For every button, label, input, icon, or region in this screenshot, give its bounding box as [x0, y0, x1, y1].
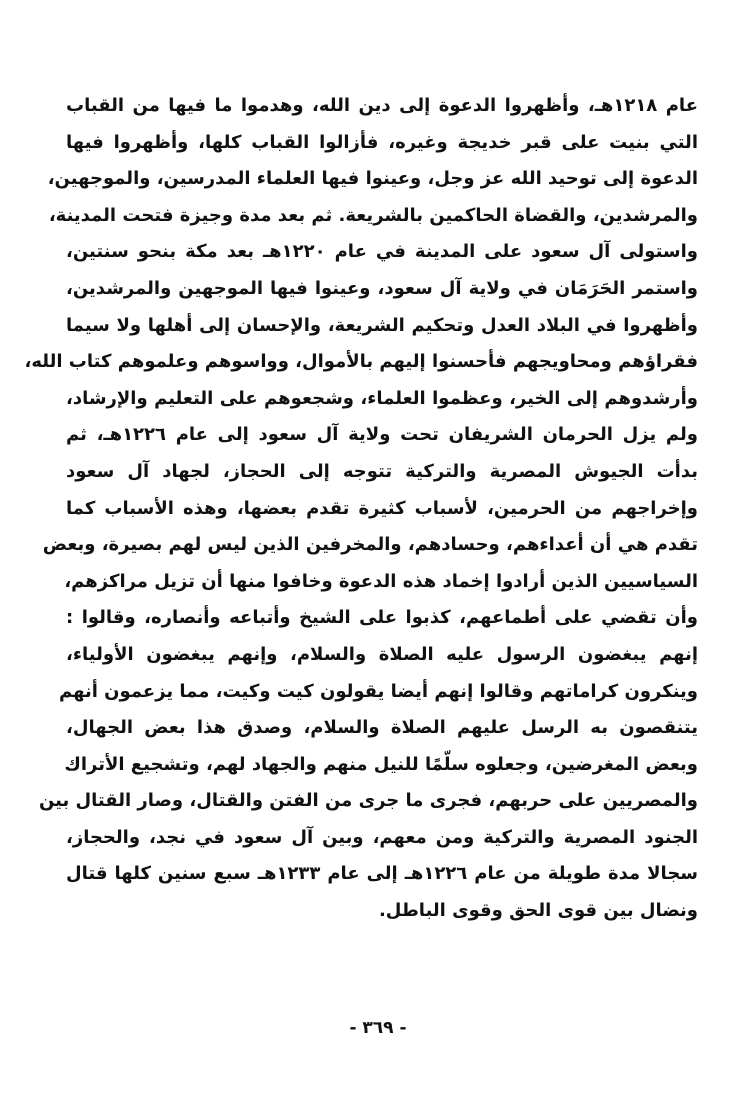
text-line: سجالا مدة طويلة من عام ١٢٢٦هـ إلى عام ١٢٣٣هـ سبع سنين كلها قتال	[66, 863, 698, 885]
text-line: وأرشدوهم إلى الخير، وعظموا العلماء، وشجعوهم على التعليم والإرشاد،	[66, 387, 698, 409]
text-line: ولم يزل الحرمان الشريفان تحت ولاية آل سعود إلى عام ١٢٢٦هـ، ثم	[66, 424, 698, 446]
text-line: وينكرون كراماتهم وقالوا إنهم أيضا يقولون كيت وكيت، مما يزعمون أنهم	[58, 680, 698, 702]
text-line: واستمر الحَرَمَان في ولاية آل سعود، وعينوا فيها الموجهين والمرشدين،	[66, 277, 698, 299]
body-text	[24, 88, 698, 930]
text-line: وإخراجهم من الحرمين، لأسباب كثيرة تقدم بعضها، وهذه الأسباب كما	[66, 497, 698, 519]
text-line: عام ١٢١٨هـ، وأظهروا الدعوة إلى دين الله، وهدموا ما فيها من القباب	[66, 95, 698, 116]
text-line: والمصريين على حربهم، فجرى ما جرى من الفتن والقتال، وصار القتال بين	[38, 790, 698, 812]
text-line: الجنود المصرية والتركية ومن معهم، وبين آل سعود في نجد، والحجاز،	[66, 826, 698, 848]
text-line: التي بنيت على قبر خديجة وغيره، فأزالوا القباب كلها، وأظهروا فيها	[66, 131, 698, 153]
text-line: وأظهروا في البلاد العدل وتحكيم الشريعة، والإحسان إلى أهلها ولا سيما	[66, 314, 698, 336]
text-line: واستولى آل سعود على المدينة في عام ١٢٢٠هـ بعد مكة بنحو سنتين،	[66, 241, 698, 263]
text-line: الدعوة إلى توحيد الله عز وجل، وعينوا فيها العلماء المدرسين، والموجهين،	[47, 168, 698, 190]
text-line: يتنقصون به الرسل عليهم الصلاة والسلام، وصدق هذا بعض الجهال،	[66, 717, 698, 739]
text-line: والمرشدين، والقضاة الحاكمين بالشريعة. ثم بعد مدة وجيزة فتحت المدينة،	[48, 204, 698, 226]
text-line: بدأت الجيوش المصرية والتركية تتوجه إلى الحجاز، لجهاد آل سعود	[66, 460, 698, 482]
page-number: - ٣٦٩ -	[349, 1018, 407, 1038]
text-line: تقدم هي أن أعداءهم، وحسادهم، والمخرفين الذين ليس لهم بصيرة، وبعض	[42, 534, 698, 556]
text-line: وبعض المغرضين، وجعلوه سلّمًا للنيل منهم والجهاد لهم، وتشجيع الأتراك	[64, 753, 698, 775]
text-line: السياسيين الذين أرادوا إخماد هذه الدعوة وخافوا منها أن تزيل مراكزهم،	[64, 570, 698, 592]
text-line: إنهم يبغضون الرسول عليه الصلاة والسلام، وإنهم يبغضون الأولياء،	[66, 643, 698, 665]
text-line: فقراؤهم ومحاويجهم فأحسنوا إليهم بالأموال، وواسوهم وعلموهم كتاب الله،	[24, 351, 698, 373]
text-line: وأن تقضي على أطماعهم، كذبوا على الشيخ وأتباعه وأنصاره، وقالوا :	[66, 607, 698, 629]
text-line-last: ونضال بين قوى الحق وقوى الباطل.	[378, 900, 698, 922]
